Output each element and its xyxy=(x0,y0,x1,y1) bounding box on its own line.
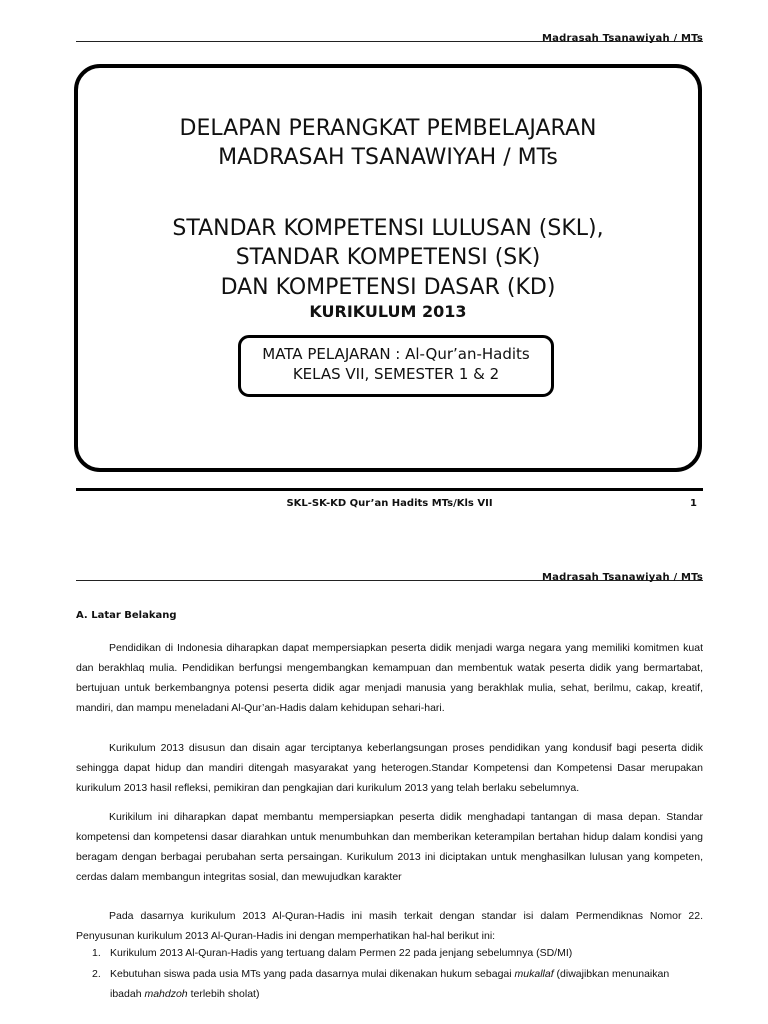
list-item xyxy=(110,964,702,1004)
kurikulum-label: KURIKULUM 2013 xyxy=(309,302,467,321)
paragraph-1 xyxy=(76,638,703,718)
list-text: Kebutuhan siswa pada usia MTs yang pada dasarnya mulai dikenakan hukum sebagai xyxy=(110,968,515,980)
footer-rule xyxy=(76,488,703,491)
paragraph-text: Kurikulum 2013 disusun dan disain agar terciptanya keberlangsungan proses pendidikan yang kondusif bagi peserta didik sehingga dapat hidup dan mandiri ditengah masyarakat yang heterogen.Standar Kompetensi dan Kompetensi Dasar merupakan kurikulum 2013 hasil refleksi, pemikiran dan pengkajian dari kurikulum 2013 yang telah berlaku sebelumnya. xyxy=(76,742,703,794)
paragraph-text: Pendidikan di Indonesia diharapkan dapat mempersiapkan peserta didik menjadi warga negara yang memiliki komitmen kuat dan berakhlaq mulia. Pendidikan berfungsi mengembangkan kemampuan dan membentuk watak peserta didik yang bermartabat, bertujuan untuk berkembangnya potensi peserta didik agar menjadi manusia yang berakhlak mulia, sehat, berilmu, cakap, kreatif, mandiri, dan mampu meneladani Al-Qur’an-Hadis dalam kehidupan sehari-hari. xyxy=(76,642,703,714)
section-title: A. Latar Belakang xyxy=(76,610,177,621)
list-number: 2. xyxy=(92,968,101,980)
header-text-2: Madrasah Tsanawiyah / MTs xyxy=(542,572,703,583)
subtitle-line-1: STANDAR KOMPETENSI LULUSAN (SKL), xyxy=(172,216,604,241)
footer-text: SKL-SK-KD Qur’an Hadits MTs/Kls VII xyxy=(286,498,493,509)
subtitle-line-2: STANDAR KOMPETENSI (SK) xyxy=(235,245,541,270)
title-line-2: MADRASAH TSANAWIYAH / MTs xyxy=(218,145,558,170)
subject-box xyxy=(238,335,554,397)
list-text: terlebih sholat) xyxy=(187,988,260,1000)
list-number: 1. xyxy=(92,947,101,959)
title-line-1: DELAPAN PERANGKAT PEMBELAJARAN xyxy=(179,116,597,141)
paragraph-text: Kurikilum ini diharapkan dapat membantu mempersiapkan peserta didik menghadapi tantangan di masa depan. Standar kompetensi dan kompetensi dasar diarahkan untuk menumbuhkan dan memberikan keterampilan bertahan hidup dalam kondisi yang beragam dengan berbagai perubahan serta persaingan. Kurikulum 2013 ini diciptakan untuk menghasilkan lulusan yang kompeten, cerdas dalam membangun integritas sosial, dan mewujudkan karakter xyxy=(76,811,703,883)
header-text: Madrasah Tsanawiyah / MTs xyxy=(542,33,703,44)
list-item: Kurikulum 2013 Al-Quran-Hadis yang tertuang dalam Permen 22 pada jenjang sebelumnya (SD/MI) xyxy=(110,947,573,959)
page-number: 1 xyxy=(690,498,697,509)
list-text: (diwajibkan menunaikan ibadah xyxy=(110,968,670,1000)
paragraph-2 xyxy=(76,738,703,798)
paragraph-4 xyxy=(76,906,703,946)
subtitle-line-3: DAN KOMPETENSI DASAR (KD) xyxy=(220,275,556,300)
subject-line: MATA PELAJARAN : Al-Qur’an-Hadits xyxy=(262,345,530,363)
list-italic-term: mukallaf xyxy=(514,968,554,980)
class-line: KELAS VII, SEMESTER 1 & 2 xyxy=(292,365,500,383)
paragraph-3 xyxy=(76,807,703,887)
paragraph-text: Pada dasarnya kurikulum 2013 Al-Quran-Hadis ini masih terkait dengan standar isi dalam Permendiknas Nomor 22. Penyusunan kurikulum 2013 Al-Quran-Hadis ini dengan memperhatikan hal-hal berikut ini: xyxy=(76,910,703,942)
list-italic-term: mahdzoh xyxy=(144,988,188,1000)
